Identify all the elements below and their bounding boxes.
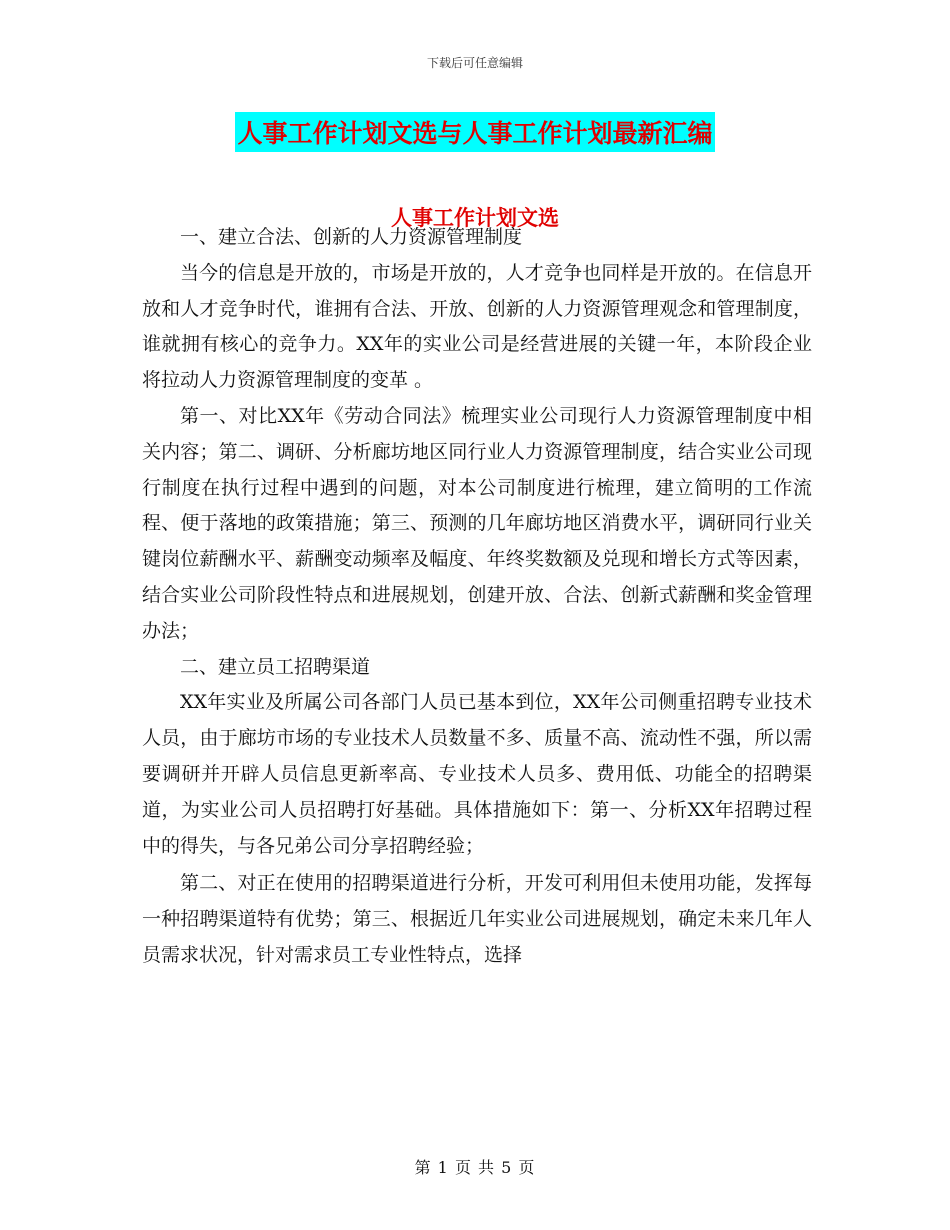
section-title: 人事工作计划文选 — [391, 206, 559, 230]
page-footer: 第 1 页 共 5 页 — [414, 1158, 536, 1177]
paragraph: 第二、对正在使用的招聘渠道进行分析，开发可利用但未使用功能，发挥每一种招聘渠道特有优势；第三、根据近几年实业公司进展规划，确定未来几年人员需求状况，针对需求员工专业性特点，选择 — [142, 872, 812, 966]
document-title-block — [0, 112, 950, 152]
paragraph: 当今的信息是开放的，市场是开放的，人才竞争也同样是开放的。在信息开放和人才竞争时代，谁拥有合法、开放、创新的人力资源管理观念和管理制度，谁就拥有核心的竞争力。XX年的实业公司是经营进展的关键一年，本阶段企业将拉动人力资源管理制度的变革 。 — [142, 261, 812, 392]
paragraph: 第一、对比XX年《劳动合同法》梳理实业公司现行人力资源管理制度中相关内容；第二、调研、分析廊坊地区同行业人力资源管理制度，结合实业公司现行制度在执行过程中遇到的问题，对本公司制度进行梳理，建立简明的工作流程、便于落地的政策措施；第三、预测的几年廊坊地区消费水平，调研同行业关键岗位薪酬水平、薪酬变动频率及幅度、年终奖数额及兑现和增长方式等因素，结合实业公司阶段性特点和进展规划，创建开放、合法、创新式薪酬和奖金管理办法； — [142, 404, 812, 642]
document-title: 人事工作计划文选与人事工作计划最新汇编 — [235, 112, 714, 152]
paragraph-heading-1: 一、建立合法、创新的人力资源管理制度 — [180, 226, 523, 248]
paragraph: XX年实业及所属公司各部门人员已基本到位，XX年公司侧重招聘专业技术人员，由于廊坊市场的专业技术人员数量不多、质量不高、流动性不强，所以需要调研并开辟人员信息更新率高、专业技术人员多、费用低、功能全的招聘渠道，为实业公司人员招聘打好基础。具体措施如下：第一、分析XX年招聘过程中的得失，与各兄弟公司分享招聘经验； — [142, 691, 812, 857]
page-header: 下载后可任意编辑 — [426, 56, 523, 70]
paragraph-heading-2: 二、建立员工招聘渠道 — [180, 655, 371, 678]
document-body — [142, 220, 812, 974]
